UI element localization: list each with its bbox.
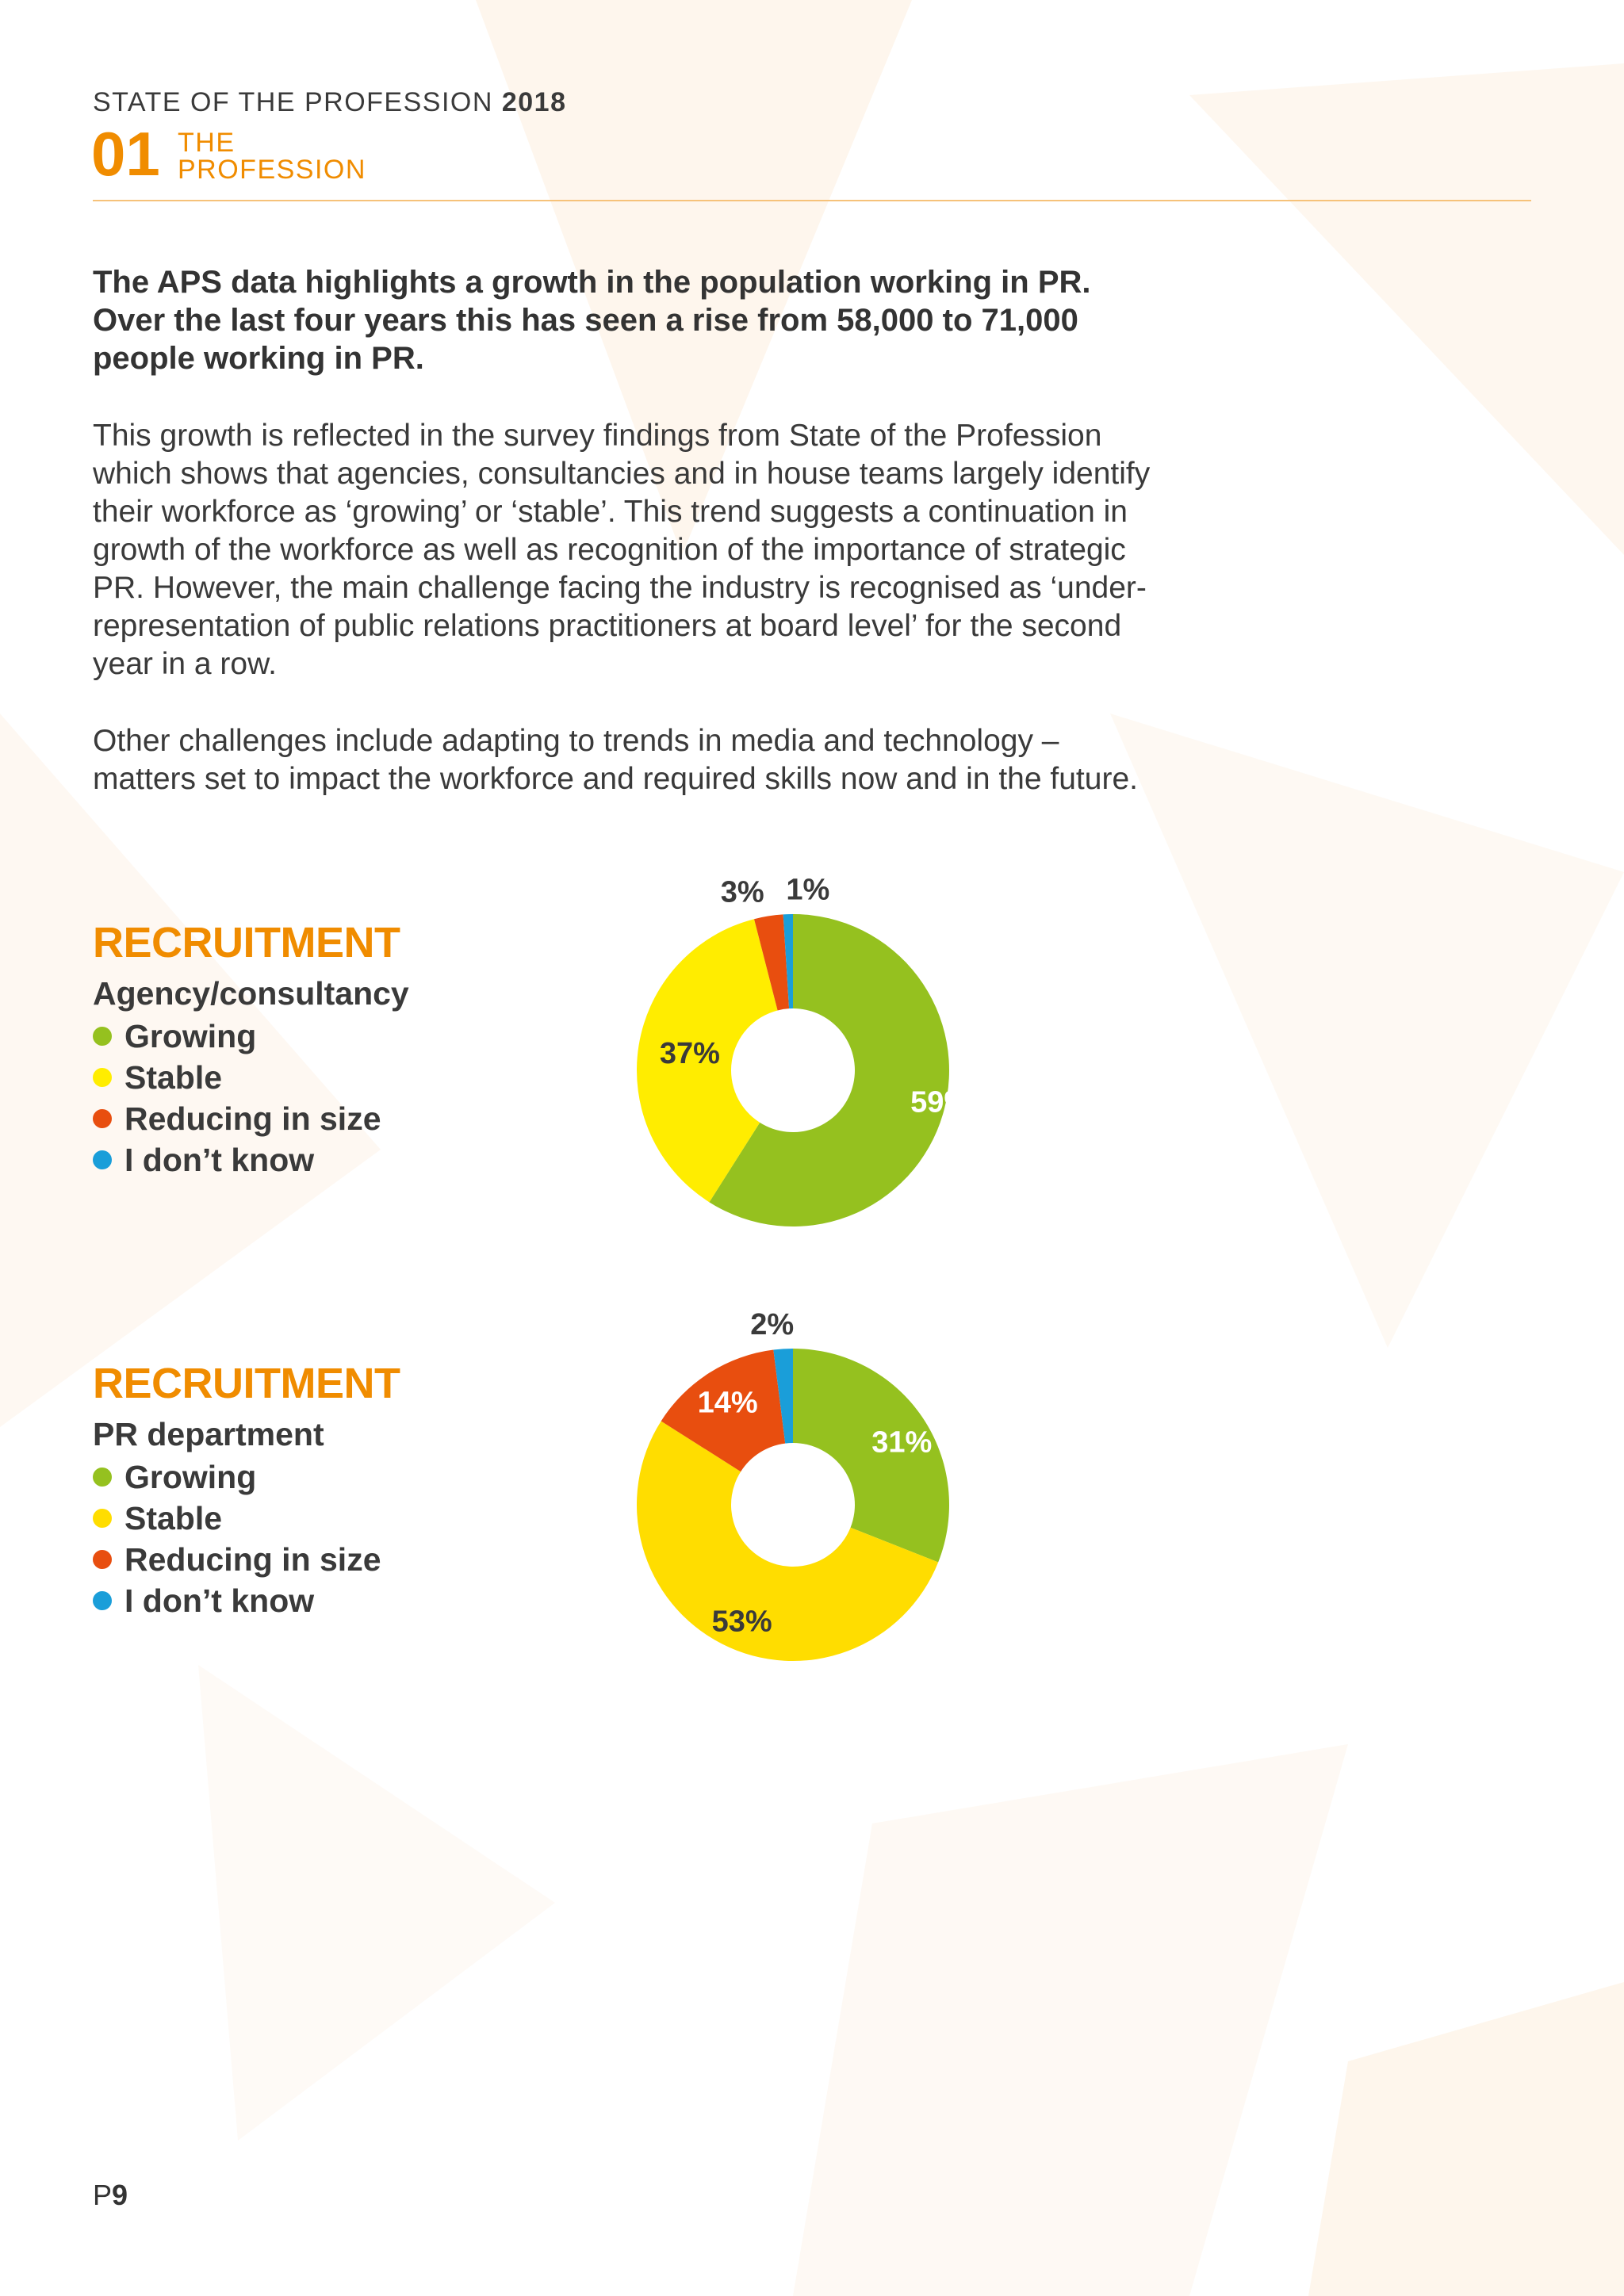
legend-dot-dont-know <box>93 1591 112 1610</box>
chapter-title-line1: THE <box>178 128 236 158</box>
legend-dot-stable <box>93 1509 112 1528</box>
chapter-title-line2: PROFESSION <box>178 155 366 185</box>
chapter-title <box>178 129 366 183</box>
legend-dot-stable <box>93 1068 112 1087</box>
page-number <box>93 2179 128 2212</box>
header-divider <box>93 200 1531 201</box>
legend-item-dont-know <box>93 1580 381 1621</box>
legend-item-reducing <box>93 1098 381 1139</box>
donut-label-dont-know: 2% <box>750 1307 795 1341</box>
legend-item-reducing <box>93 1539 381 1580</box>
page-prefix: P <box>93 2179 113 2211</box>
legend-item-stable <box>93 1498 381 1539</box>
donut-label-reducing: 3% <box>720 875 764 909</box>
recruitment-agency-title: RECRUITMENT <box>93 919 400 966</box>
legend-agency <box>93 1016 381 1181</box>
legend-label-reducing: Reducing in size <box>124 1541 381 1578</box>
chapter-number: 01 <box>91 119 160 189</box>
donut-label-dont-know: 1% <box>786 873 830 907</box>
donut-label-reducing: 14% <box>697 1386 758 1420</box>
legend-item-dont-know <box>93 1139 381 1181</box>
donut-chart-agency <box>595 872 991 1269</box>
legend-label-stable: Stable <box>124 1059 223 1096</box>
recruitment-pr-dept-title: RECRUITMENT <box>93 1360 400 1407</box>
legend-label-reducing: Reducing in size <box>124 1100 381 1137</box>
page-number-value: 9 <box>112 2179 128 2211</box>
legend-dot-reducing <box>93 1550 112 1569</box>
legend-label-dont-know: I don’t know <box>124 1142 315 1178</box>
legend-label-dont-know: I don’t know <box>124 1582 315 1619</box>
legend-dot-growing <box>93 1027 112 1046</box>
legend-item-growing <box>93 1456 381 1498</box>
legend-label-growing: Growing <box>124 1018 257 1054</box>
legend-label-growing: Growing <box>124 1459 257 1495</box>
donut-label-stable: 53% <box>711 1605 772 1639</box>
legend-dot-growing <box>93 1468 112 1487</box>
donut-label-growing: 59% <box>910 1085 971 1119</box>
legend-dot-reducing <box>93 1109 112 1128</box>
running-title: STATE OF THE PROFESSION <box>93 87 493 117</box>
body-paragraph-2: Other challenges include adapting to trends in media and technology – matters set to impact the workforce and required skills now and in the future. <box>93 724 1138 796</box>
lead-paragraph: The APS data highlights a growth in the population working in PR. Over the last four years this has seen a rise from 58,000 to 71,000 people working in PR. <box>93 265 1091 376</box>
recruitment-pr-dept-subtitle: PR department <box>93 1416 324 1452</box>
donut-chart-pr-dept <box>595 1307 991 1703</box>
running-year: 2018 <box>501 87 567 117</box>
legend-item-growing <box>93 1016 381 1057</box>
legend-label-stable: Stable <box>124 1500 223 1536</box>
legend-item-stable <box>93 1057 381 1098</box>
legend-dot-dont-know <box>93 1150 112 1169</box>
body-paragraph-1: This growth is reflected in the survey findings from State of the Profession which shows that agencies, consultancies and in house teams largely identify their workforce as ‘growing’ or ‘stable’. This trend suggests a continuation in growth of the workforce as well as recognition of the importance of strategic PR. However, the main challenge facing the industry is recognised as ‘under-representation of public relations practitioners at board level’ for the second year in a row. <box>93 419 1151 681</box>
recruitment-agency-subtitle: Agency/consultancy <box>93 975 409 1012</box>
donut-label-growing: 31% <box>871 1425 933 1460</box>
running-head <box>93 87 566 118</box>
legend-pr-dept <box>93 1456 381 1621</box>
donut-label-stable: 37% <box>659 1036 720 1070</box>
